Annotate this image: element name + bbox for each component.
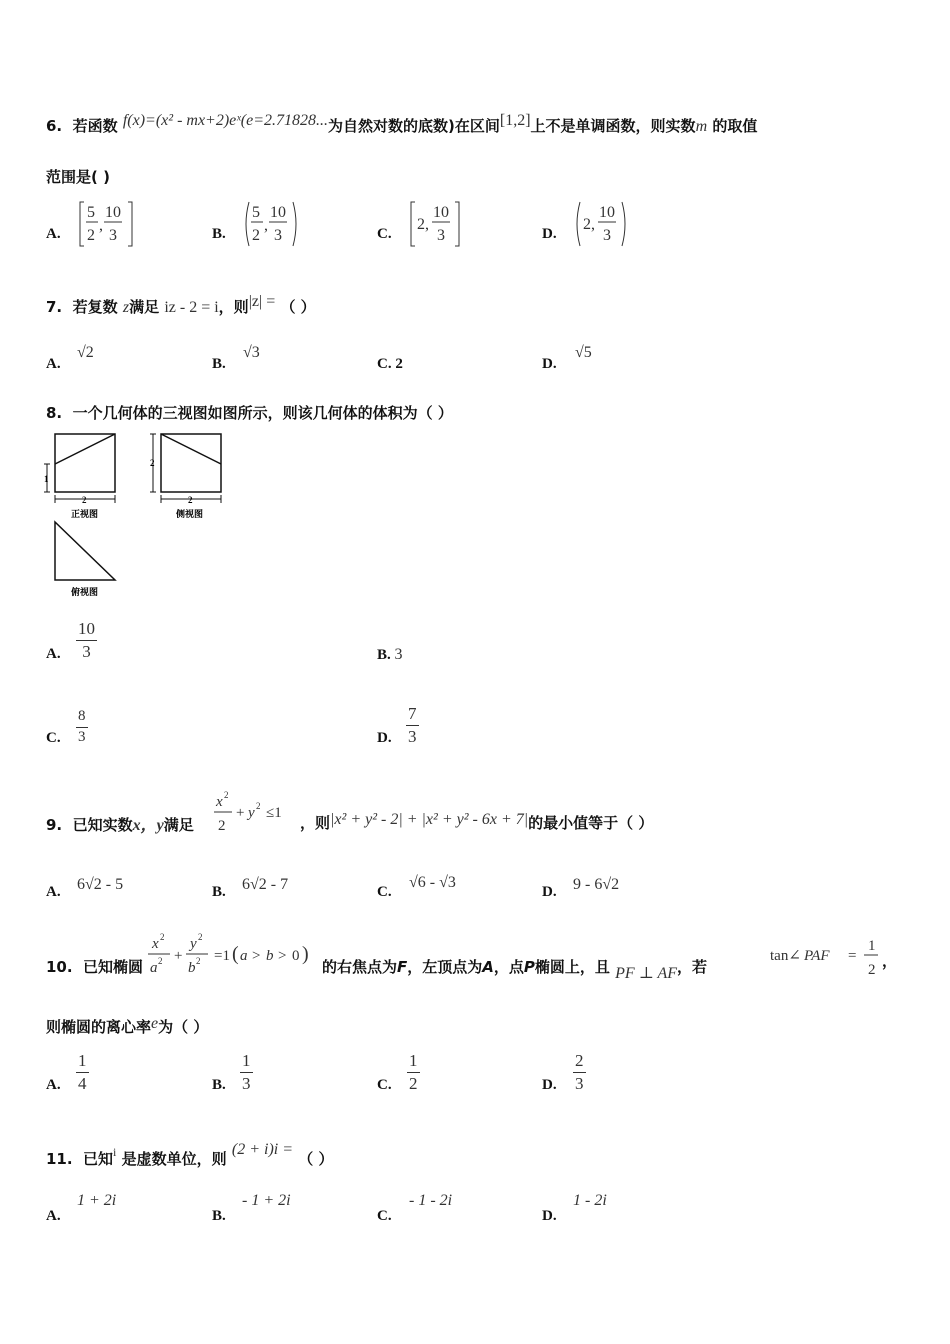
svg-text:x: x	[216, 794, 223, 810]
q9-expression: |x² + y² - 2| + |x² + y² - 6x + 7|	[330, 811, 529, 828]
svg-text:+: +	[236, 805, 245, 821]
q11-option-c-value[interactable]: - 1 - 2i	[409, 1192, 453, 1209]
q11-number: 11.	[46, 1150, 73, 1168]
q11-option-d-value[interactable]: 1 - 2i	[573, 1192, 607, 1209]
q6-option-c-value[interactable]	[409, 200, 465, 253]
svg-text:3: 3	[603, 227, 611, 244]
q8-side-view	[150, 434, 221, 519]
svg-text:2: 2	[196, 956, 201, 966]
q8-top-view	[55, 522, 115, 597]
q7-text-3: ，则	[218, 298, 249, 316]
q10-text-6: ，若	[677, 958, 708, 976]
q6-var-m: m	[695, 118, 708, 135]
q11-expression: (2 + i)i =	[231, 1141, 294, 1158]
svg-text:y: y	[190, 936, 197, 952]
svg-text:2: 2	[158, 956, 163, 966]
q10-perpendicular: PF ⊥ AF	[615, 965, 678, 982]
q6-option-b-value[interactable]	[242, 200, 302, 253]
q6-option-b-label[interactable]: B.	[212, 226, 226, 242]
q7-option-b-label[interactable]: B.	[212, 356, 226, 372]
svg-text:，: ，	[882, 954, 898, 970]
svg-text:(: (	[232, 943, 239, 965]
q10-P: P	[523, 958, 535, 976]
q11-i: i	[113, 1145, 117, 1159]
q10-option-b-value[interactable]: $\frac{1}{3}$	[242, 1051, 251, 1094]
svg-text:2: 2	[868, 962, 876, 978]
q7-text-1: 若复数	[72, 298, 118, 316]
q11-option-b-value[interactable]: - 1 + 2i	[242, 1192, 291, 1209]
q9-option-a-label[interactable]: A.	[46, 884, 61, 900]
q6-text-4: 的取值	[712, 117, 758, 135]
q10-e: e	[151, 1015, 159, 1032]
q6-text-1: 若函数	[72, 117, 118, 135]
q7-stem	[46, 293, 316, 317]
q10-option-b-label[interactable]: B.	[212, 1077, 226, 1093]
q8-side-dim-h: 2	[150, 458, 155, 468]
q8-side-label: 侧视图	[176, 509, 204, 519]
svg-text:b: b	[266, 948, 274, 964]
q10-A: A	[482, 958, 494, 976]
q11-text-1: 已知	[83, 1150, 114, 1168]
q8-number: 8.	[46, 404, 63, 422]
q8-option-b-label[interactable]: B. 3	[377, 646, 403, 663]
q9-option-b-value[interactable]: 6√2 - 7	[242, 876, 289, 893]
svg-text:=1: =1	[214, 948, 230, 964]
svg-text:2: 2	[198, 932, 203, 942]
q7-var-z: z	[122, 299, 130, 316]
q9-text-3: ，则	[300, 814, 331, 832]
q9-text-1: 已知实数	[72, 816, 133, 834]
q6-option-b-math	[242, 200, 302, 248]
svg-text:2,: 2,	[583, 216, 595, 233]
q6-option-c-math	[409, 200, 465, 248]
q10-text-1: 已知椭圆	[83, 958, 144, 976]
svg-text:y: y	[248, 805, 255, 821]
svg-text:3: 3	[274, 227, 282, 244]
q10-option-a-label[interactable]: A.	[46, 1077, 61, 1093]
q11-text-3: （ ）	[298, 1150, 334, 1168]
q9-option-c-value[interactable]: √6 - √3	[409, 874, 456, 891]
q8-side-dim-w: 2	[188, 495, 193, 505]
q7-option-a-value[interactable]: √2	[77, 344, 94, 361]
q9-text-4: 的最小值等于（ ）	[528, 814, 654, 832]
q10-number: 10.	[46, 958, 73, 976]
svg-text:x: x	[152, 936, 159, 952]
q9-option-c-label[interactable]: C.	[377, 884, 392, 900]
q7-option-a-label[interactable]: A.	[46, 356, 61, 372]
svg-text:a: a	[240, 948, 248, 964]
q10-stem-a	[46, 956, 143, 977]
svg-text:tan∠: tan∠	[770, 948, 801, 964]
svg-text:0: 0	[292, 948, 300, 964]
svg-text:1: 1	[868, 938, 876, 954]
svg-text:5: 5	[252, 204, 260, 221]
svg-text:5: 5	[87, 204, 95, 221]
svg-text:b: b	[188, 960, 196, 976]
svg-text:>: >	[278, 948, 287, 964]
q8-option-c-value[interactable]: $\frac{8}{3}$	[78, 708, 86, 745]
q10-option-d-label[interactable]: D.	[542, 1077, 557, 1093]
q8-option-a-label[interactable]: A.	[46, 646, 61, 662]
q6-option-d-math	[573, 200, 631, 248]
q10-ellipse-equation	[146, 930, 324, 985]
q6-stem	[46, 112, 758, 136]
q9-option-a-value[interactable]: 6√2 - 5	[77, 876, 124, 893]
q8-option-a-den: 3	[82, 642, 91, 662]
q10-text-4: ，点	[493, 958, 524, 976]
q11-option-b-label[interactable]: B.	[212, 1208, 226, 1224]
q9-stem	[46, 812, 194, 835]
q10-option-c-label[interactable]: C.	[377, 1077, 392, 1093]
q9-number: 9.	[46, 816, 63, 834]
q8-option-c-label[interactable]: C.	[46, 730, 61, 746]
q8-top-label: 俯视图	[71, 587, 99, 597]
q10-tan-condition	[770, 932, 898, 985]
q8-front-dim-w: 2	[82, 495, 87, 505]
q9-option-b-label[interactable]: B.	[212, 884, 226, 900]
svg-text:,: ,	[99, 217, 103, 234]
q6-option-a-value[interactable]	[78, 200, 136, 253]
q11-text-2: 是虚数单位，则	[121, 1150, 227, 1168]
q6-option-d-label[interactable]: D.	[542, 226, 557, 242]
q6-text-2: 为自然对数的底数)在区间	[328, 117, 500, 135]
svg-text:3: 3	[437, 227, 445, 244]
svg-text:): )	[302, 943, 309, 965]
q11-option-a-label[interactable]: A.	[46, 1208, 61, 1224]
q11-option-c-label[interactable]: C.	[377, 1208, 392, 1224]
q9-option-d-value[interactable]: 9 - 6√2	[573, 876, 620, 893]
svg-text:10: 10	[599, 204, 615, 221]
svg-text:10: 10	[270, 204, 286, 221]
q7-option-c-label[interactable]: C. 2	[377, 356, 403, 372]
q10-option-d-value[interactable]: $\frac{2}{3}$	[575, 1051, 584, 1094]
q6-formula: f(x)=(x² - mx+2)eˣ(e=2.71828...	[122, 112, 329, 129]
q10-option-a-value[interactable]: $\frac{1}{4}$	[78, 1051, 87, 1094]
q10-text-3: ，左顶点为	[407, 958, 483, 976]
svg-text:PAF: PAF	[804, 948, 830, 964]
q7-option-d-label[interactable]: D.	[542, 356, 557, 372]
q8-front-view	[44, 434, 115, 519]
q10-option-c-value[interactable]: $\frac{1}{2}$	[409, 1051, 418, 1094]
q7-text-4: （ ）	[280, 298, 316, 316]
q9-stem-b	[300, 812, 653, 833]
q9-condition	[212, 788, 302, 841]
svg-text:2: 2	[256, 801, 261, 811]
svg-text:2: 2	[160, 932, 165, 942]
q6-option-d-value[interactable]	[573, 200, 631, 253]
svg-text:,: ,	[264, 217, 268, 234]
q10-text-5: 椭圆上，且	[534, 958, 610, 976]
svg-text:>: >	[252, 948, 261, 964]
q6-number: 6.	[46, 117, 63, 135]
q10-text-2: 的右焦点为	[322, 958, 398, 976]
q7-equation: iz - 2 = i	[164, 299, 219, 316]
q6-option-c-label[interactable]: C.	[377, 226, 392, 242]
q6-interval: [1,2]	[499, 112, 531, 129]
q8-stem	[46, 402, 453, 423]
svg-text:+: +	[174, 948, 183, 964]
q6-option-a-math	[78, 200, 136, 248]
q7-number: 7.	[46, 298, 63, 316]
q8-option-b-value: 3	[394, 646, 403, 663]
q9-option-d-label[interactable]: D.	[542, 884, 557, 900]
q9-text-2: 满足	[163, 816, 194, 834]
q8-front-dim-h: 1	[44, 474, 49, 484]
svg-text:2: 2	[252, 227, 260, 244]
svg-text:10: 10	[105, 204, 121, 221]
q10-line2-b: 为（ ）	[158, 1018, 209, 1036]
q10-F: F	[397, 958, 408, 976]
svg-text:2,: 2,	[417, 216, 429, 233]
svg-text:2: 2	[218, 818, 226, 834]
q9-vars: x，y	[132, 817, 164, 834]
q8-option-d-label[interactable]: D.	[377, 730, 392, 746]
q8-option-a-num: 10	[76, 618, 97, 641]
q8-text: 一个几何体的三视图如图所示，则该几何体的体积为（ ）	[72, 404, 453, 422]
q10-line2-a: 则椭圆的离心率	[46, 1018, 152, 1036]
q6-stem-line2: 范围是( )	[46, 168, 110, 186]
q6-text-3: 上不是单调函数，则实数	[530, 117, 696, 135]
q8-three-views-figure	[40, 428, 240, 600]
svg-text:≤1: ≤1	[266, 805, 282, 821]
svg-text:2: 2	[224, 790, 229, 800]
q8-option-d-value[interactable]: $\frac{7}{3}$	[408, 704, 417, 747]
svg-text:2: 2	[87, 227, 95, 244]
q11-stem	[46, 1141, 334, 1169]
q7-abs: |z| =	[248, 293, 276, 310]
q7-option-d-value[interactable]: √5	[575, 344, 592, 361]
svg-text:=: =	[848, 948, 857, 964]
q7-text-2: 满足	[129, 298, 160, 316]
q7-option-c-value: 2	[395, 356, 403, 372]
q8-front-label: 正视图	[71, 509, 99, 519]
q7-option-b-value[interactable]: √3	[243, 344, 260, 361]
svg-text:10: 10	[433, 204, 449, 221]
q11-option-a-value[interactable]: 1 + 2i	[77, 1192, 117, 1209]
q6-option-a-label[interactable]: A.	[46, 226, 61, 242]
svg-text:3: 3	[109, 227, 117, 244]
q10-stem-b	[322, 956, 708, 982]
q10-stem-line2	[46, 1016, 208, 1037]
q8-option-a-value[interactable]	[76, 618, 97, 663]
svg-text:a: a	[150, 960, 158, 976]
q11-option-d-label[interactable]: D.	[542, 1208, 557, 1224]
